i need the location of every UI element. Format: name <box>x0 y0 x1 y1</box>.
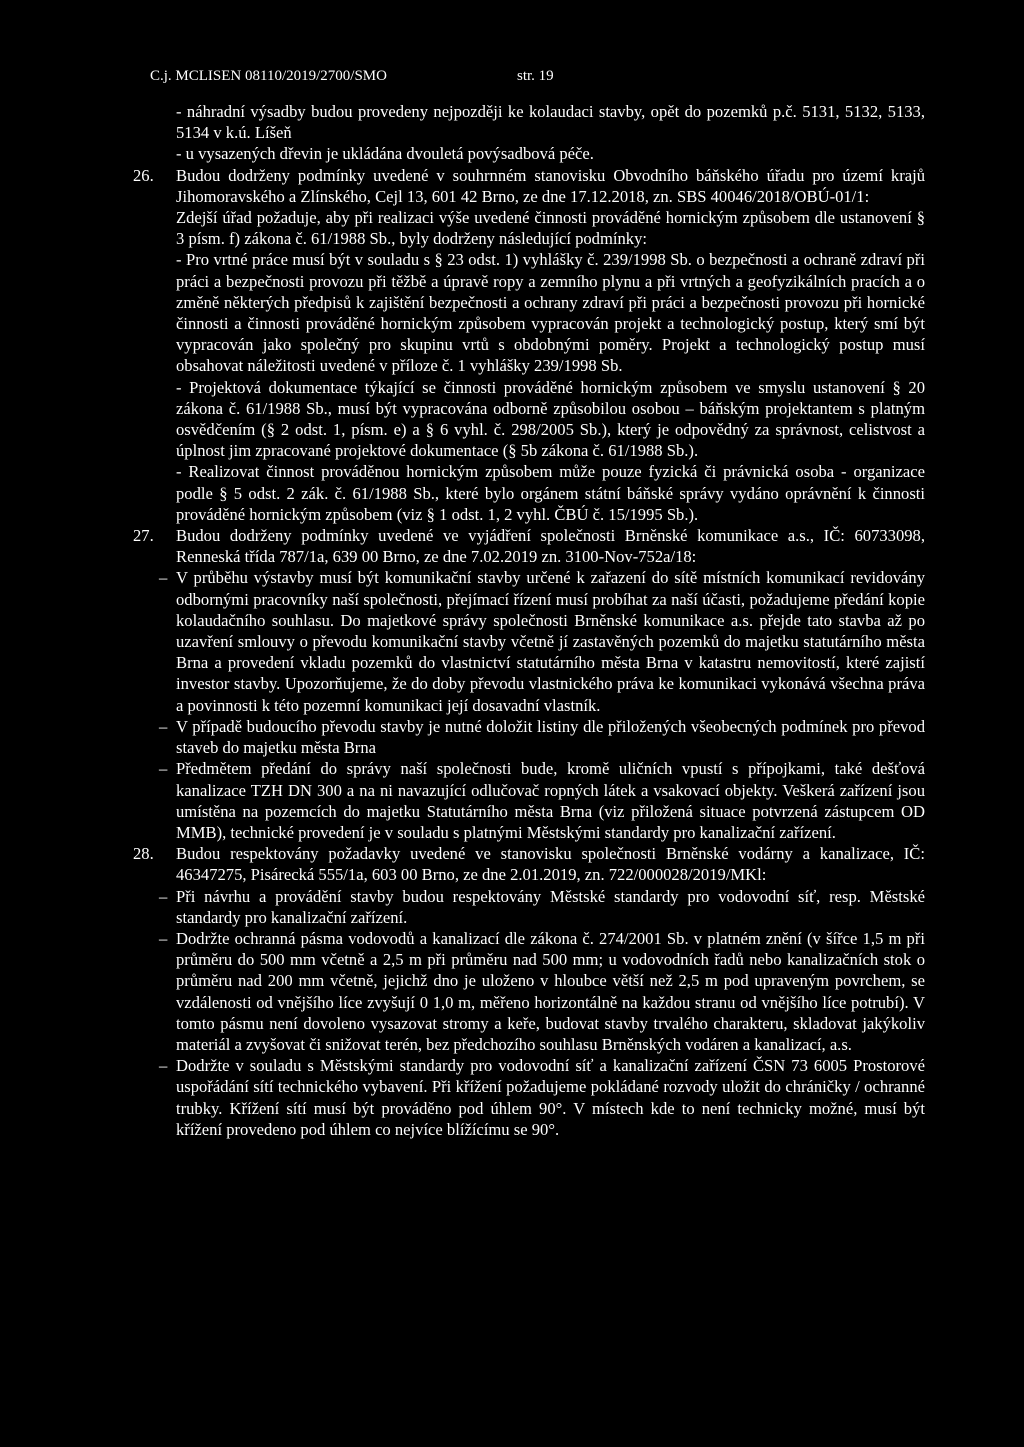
item-paragraph: Budou dodrženy podmínky uvedené ve vyjádření společnosti Brněnské komunikace a.s., IČ: 60733098, Renneská třída 787/1a, 639 00 Brno, ze dne 7.02.2019 zn. 3100-Nov-752a/18: <box>176 526 925 567</box>
item-paragraph: - Pro vrtné práce musí být v souladu s § 23 odst. 1) vyhlášky č. 239/1998 Sb. o bezpečnosti a ochraně zdraví při práci a bezpečnosti provozu při těžbě a úpravě ropy a zemního plynu a při vrtných a geofyzikálních pracích a o změně některých předpisů k zajištění bezpečnosti a ochrany zdraví při práci a bezpečnosti provozu při hornické činnosti a činnosti prováděné hornickým způsobem vypracován projekt a technologický postup, který smí být vypracován jako společný pro skupinu vrtů s obdobnými poměry. Projekt a technologický postup musí obsahovat náležitosti uvedené v příloze č. 1 vyhlášky 239/1998 Sb. <box>176 250 925 376</box>
dash-bullet-icon: – <box>159 716 168 736</box>
dash-bullet-icon: – <box>159 886 168 906</box>
list-item-27 <box>133 525 925 567</box>
item-number: 27. <box>133 526 154 546</box>
item-paragraph: Budou respektovány požadavky uvedené ve stanovisku společnosti Brněnské vodárny a kanalizace, IČ: 46347275, Pisárecká 555/1a, 603 00 Brno, ze dne 2.01.2019, zn. 722/000028/2019/MKl: <box>176 844 925 885</box>
item-paragraph: Budou dodrženy podmínky uvedené v souhrnném stanovisku Obvodního báňského úřadu pro území krajů Jihomoravského a Zlínského, Cejl 13, 601 42 Brno, ze dne 17.12.2018, zn. SBS 40046/2018/OBÚ-01/1: <box>176 165 925 206</box>
bullet-text: Dodržte v souladu s Městskými standardy pro vodovodní síť a kanalizační zařízení ČSN 73 6005 Prostorové uspořádání sítí technického vybavení. Při křížení požadujeme pokládané rozvody uložit do chráničky / ochranné trubky. Křížení sítí musí být prováděno pod úhlem 90°. V místech kde to není technicky možné, musí být křížení provedeno pod úhlem co nejvíce blížícímu se 90°. <box>176 1056 925 1139</box>
item-paragraph: - Projektová dokumentace týkající se činnosti prováděné hornickým způsobem ve smyslu ustanovení § 20 zákona č. 61/1988 Sb., musí být vypracována odborně způsobilou osobou – báňským projektantem s platným osvědčením (§ 2 odst. 1, písm. e) a § 6 vyhl. č. 298/2005 Sb.), který je odpovědný za správnost, celistvost a úplnost jim zpracované projektové dokumentace (§ 5b zákona č. 61/1988 Sb.). <box>176 377 925 461</box>
dash-bullet-icon: – <box>159 568 168 588</box>
bullet-item <box>133 1055 925 1140</box>
intro-line: - náhradní výsadby budou provedeny nejpozději ke kolaudaci stavby, opět do pozemků p.č. 5131, 5132, 5133, 5134 v k.ú. Líšeň <box>176 102 925 143</box>
intro-line: - u vysazených dřevin je ukládána dvouletá povýsadbová péče. <box>176 144 594 164</box>
bullet-text: V případě budoucího převodu stavby je nutné doložit listiny dle přiložených všeobecných podmínek pro převod staveb do majetku města Brna <box>176 716 925 758</box>
page-number: str. 19 <box>517 68 554 84</box>
item-paragraph: Zdejší úřad požaduje, aby při realizaci výše uvedené činnosti prováděné hornickým způsobem dle ustanovení § 3 písm. f) zákona č. 61/1988 Sb., byly dodrženy následující podmínky: <box>176 208 925 249</box>
item-number: 26. <box>133 165 154 185</box>
dash-bullet-icon: – <box>159 928 168 948</box>
bullet-text: Při návrhu a provádění stavby budou respektovány Městské standardy pro vodovodní síť, resp. Městské standardy pro kanalizační zařízení. <box>176 886 925 927</box>
item-number: 28. <box>133 844 154 864</box>
bullet-item <box>133 886 925 928</box>
dash-bullet-icon: – <box>159 1056 168 1076</box>
bullet-item <box>133 758 925 843</box>
document-body <box>133 101 925 1140</box>
list-item-26 <box>133 165 925 207</box>
bullet-text: Dodržte ochranná pásma vodovodů a kanalizací dle zákona č. 274/2001 Sb. v platném znění (v šířce 1,5 m při průměru do 500 mm včetně a 2,5 m při průměru nad 500 mm; u vodovodních řadů nebo kanalizačních stok o průměru nad 200 mm včetně, jejichž dno je uloženo v hloubce větší než 2,5 m pod upraveným povrchem, se vzdálenosti od vnějšího líce zvyšují 0 1,0 m, měřeno horizontálně na každou stranu od vnějšího líce potrubí). V tomto pásmu není dovoleno vysazovat stromy a keře, budovat stavby trvalého charakteru, skladovat jakýkoliv materiál a zvyšovat či snižovat terén, bez předchozího souhlasu Brněnských vodáren a kanalizací, a.s. <box>176 928 925 1054</box>
bullet-text: Předmětem předání do správy naší společnosti bude, kromě uličních vpustí s přípojkami, také dešťová kanalizace TZH DN 300 a na ni navazující odlučovač ropných látek a vsakovací objekty. Veškerá zařízení jsou umístěna na pozemcích do majetku Statutárního města Brna (viz přiložená situace potvrzená zástupcem OD MMB), technické provedení je v souladu s platnými Městskými standardy pro kanalizační zařízení. <box>176 759 925 842</box>
bullet-item <box>133 928 925 1055</box>
item-paragraph: - Realizovat činnost prováděnou hornickým způsobem může pouze fyzická či právnická osoba - organizace podle § 5 odst. 2 zák. č. 61/1988 Sb., které bylo orgánem státní báňské správy vydáno oprávnění k činnosti prováděné hornickým způsobem (viz § 1 odst. 1, 2 vyhl. ČBÚ č. 15/1995 Sb.). <box>176 462 925 524</box>
page-header <box>150 68 554 85</box>
bullet-item <box>133 567 925 715</box>
document-reference: C.j. MCLISEN 08110/2019/2700/SMO <box>150 68 387 84</box>
list-item-28 <box>133 843 925 885</box>
bullet-item <box>133 716 925 758</box>
bullet-text: V průběhu výstavby musí být komunikační stavby určené k zařazení do sítě místních komunikací revidovány odbornými pracovníky naší společnosti, přejímací řízení musí probíhat za naší účasti, požadujeme předání kopie kolaudačního souhlasu. Do majetkové správy společnosti Brněnské komunikace a.s. přejde tato stavba až po uzavření smlouvy o převodu komunikační stavby včetně jí zastavěných pozemků do majetku statutárního města Brna a provedení vkladu pozemků do vlastnictví statutárního města Brna v katastru nemovitostí, které zajistí investor stavby. Upozorňujeme, že do doby převodu vlastnického práva ke komunikaci vykonává všechna práva a povinnosti k této pozemní komunikaci její dosavadní vlastník. <box>176 568 925 715</box>
dash-bullet-icon: – <box>159 759 168 779</box>
